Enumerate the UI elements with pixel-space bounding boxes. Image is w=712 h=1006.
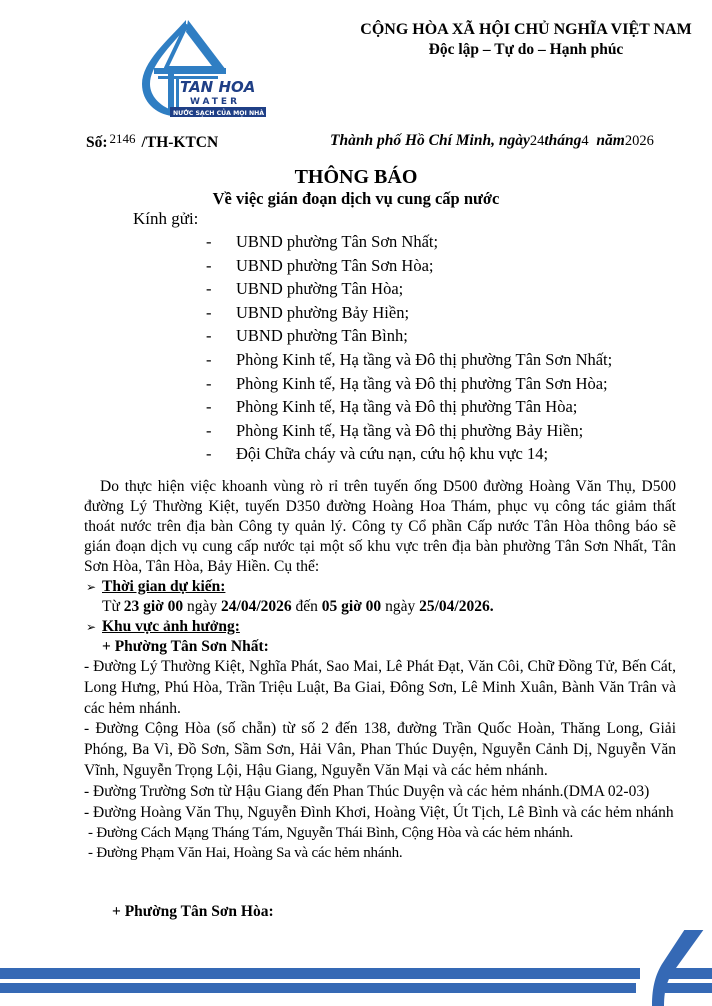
- doc-number-value: 2146: [109, 131, 136, 146]
- national-motto: Độc lập – Tự do – Hạnh phúc: [428, 41, 624, 58]
- recipient-text: Phòng Kinh tế, Hạ tầng và Đô thị phường Tân Hòa;: [236, 397, 578, 417]
- day-word: ngày: [187, 598, 218, 615]
- recipient-text: UBND phường Tân Sơn Nhất;: [236, 232, 439, 251]
- water-drop-logo-icon: [128, 18, 268, 118]
- company-logo: [128, 18, 268, 118]
- bullet-dash: -: [206, 255, 212, 275]
- bullet-dash: -: [206, 349, 212, 369]
- section-affected-heading: [86, 617, 240, 637]
- end-time: 05 giờ 00: [321, 598, 382, 615]
- bullet-dash: -: [206, 302, 212, 322]
- recipient-item: [206, 254, 612, 278]
- recipient-item: [206, 301, 612, 325]
- place-date: [330, 130, 654, 152]
- street-list: [84, 657, 676, 863]
- recipient-item: [206, 277, 612, 301]
- recipient-item: [206, 372, 612, 396]
- street-item: - Đường Cộng Hòa (số chẵn) từ số 2 đến 138, đường Trần Quốc Hoàn, Thăng Long, Giải Phóng, Ba Vì, Đồ Sơn, Sầm Sơn, Hải Vân, Phan Thúc Duyện, Nguyễn Cảnh Dị, Nguyễn Văn Vĩnh, Nguyễn Trọng Lội, Hậu Giang, Nguyễn Văn Mại và các hẻm nhánh.: [84, 720, 676, 779]
- place-label: Thành phố Hồ Chí Minh, ngày: [330, 132, 530, 149]
- intro-paragraph: Do thực hiện việc khoanh vùng rò rỉ trên tuyến ống D500 đường Hoàng Văn Thụ, D500 đường Lý Thường Kiệt, tuyến D350 đường Hoàng Hoa Thám, phục vụ công tác giảm thất thoát nước trên địa bàn Công ty quản lý. Công ty Cổ phần Cấp nước Tân Hòa thông báo sẽ gián đoạn dịch vụ cung cấp nước tại một số khu vực trên địa bàn phường Tân Sơn Nhất, Tân Sơn Hòa, Tân Hòa, Bảy Hiền. Cụ thể:: [84, 478, 676, 575]
- recipient-list: [206, 230, 612, 466]
- street-item: - Đường Lý Thường Kiệt, Nghĩa Phát, Sao Mai, Lê Phát Đạt, Văn Côi, Chữ Đồng Tử, Bến Cát, Long Hưng, Phú Hòa, Trần Triệu Luật, Ba Giai, Đông Sơn, Lê Minh Xuân, Bành Văn Trân và các hẻm nhánh.: [84, 658, 676, 717]
- street-item: - Đường Phạm Văn Hai, Hoàng Sa và các hẻm nhánh.: [88, 845, 403, 862]
- ward-heading: + Phường Tân Sơn Nhất:: [102, 638, 269, 655]
- recipient-item: [206, 419, 612, 443]
- bullet-dash: -: [206, 373, 212, 393]
- recipient-item: [206, 348, 612, 372]
- day-word: ngày: [385, 598, 416, 615]
- national-title: CỘNG HÒA XÃ HỘI CHỦ NGHĨA VIỆT NAM: [360, 21, 692, 38]
- affected-heading-text: Khu vực ảnh hưởng:: [102, 618, 240, 635]
- date-year: 2026: [624, 133, 654, 149]
- bullet-dash: -: [206, 279, 212, 299]
- recipient-item: [206, 395, 612, 419]
- recipient-text: UBND phường Tân Hòa;: [236, 279, 404, 299]
- from-word: Từ: [102, 598, 120, 615]
- footer-decoration: [0, 930, 712, 1006]
- document-subtitle: Về việc gián đoạn dịch vụ cung cấp nước: [212, 189, 500, 208]
- doc-number-suffix: /TH-KTCN: [141, 134, 219, 151]
- bullet-dash: -: [206, 420, 212, 440]
- ward-heading: + Phường Tân Sơn Hòa:: [112, 903, 274, 920]
- pipe-stripes-icon: [0, 930, 712, 1006]
- recipient-text: Phòng Kinh tế, Hạ tầng và Đô thị phường Tân Sơn Nhất;: [236, 349, 613, 369]
- recipient-text: Đội Chữa cháy và cứu nạn, cứu hộ khu vực 14;: [236, 444, 549, 464]
- salutation: Kính gửi:: [133, 209, 199, 228]
- end-date: 25/04/2026.: [419, 598, 494, 615]
- recipient-text: UBND phường Tân Bình;: [236, 326, 408, 346]
- street-item: - Đường Trường Sơn từ Hậu Giang đến Phan Thúc Duyện và các hẻm nhánh.(DMA 02-03): [84, 782, 650, 800]
- start-time: 23 giờ 00: [123, 598, 184, 615]
- schedule-heading-text: Thời gian dự kiến:: [102, 578, 226, 595]
- recipient-item: [206, 230, 612, 254]
- bullet-dash: -: [206, 232, 212, 251]
- date-day: 24: [529, 133, 545, 149]
- recipient-text: Phòng Kinh tế, Hạ tầng và Đô thị phường Tân Sơn Hòa;: [236, 373, 608, 393]
- logo-brand-line2: WATER: [190, 97, 241, 107]
- to-word: đến: [295, 598, 318, 615]
- month-label: tháng: [544, 132, 582, 149]
- year-label: năm: [596, 132, 625, 149]
- recipient-text: UBND phường Bảy Hiền;: [236, 302, 410, 322]
- document-number: [86, 128, 218, 154]
- logo-brand-line1: TAN HOA: [180, 78, 256, 96]
- recipient-item: [206, 324, 612, 348]
- logo-slogan: NƯỚC SẠCH CỦA MỌI NHÀ: [173, 110, 265, 117]
- recipient-text: Phòng Kinh tế, Hạ tầng và Đô thị phường Bảy Hiền;: [236, 420, 584, 440]
- start-date: 24/04/2026: [221, 598, 292, 615]
- document-title: THÔNG BÁO: [294, 166, 418, 188]
- bullet-dash: -: [206, 444, 212, 464]
- street-item: - Đường Hoàng Văn Thụ, Nguyễn Đình Khơi, Hoàng Việt, Út Tịch, Lê Bình và các hẻm nhánh: [84, 803, 674, 821]
- schedule-timeline: [102, 597, 494, 617]
- bullet-dash: -: [206, 326, 212, 346]
- arrow-bullet-icon: ➢: [86, 620, 97, 634]
- recipient-item: [206, 442, 612, 466]
- date-month: 4: [581, 133, 589, 149]
- arrow-bullet-icon: ➢: [86, 580, 97, 594]
- section-schedule-heading: [86, 577, 225, 597]
- doc-number-label: Số:: [86, 134, 108, 151]
- recipient-text: UBND phường Tân Sơn Hòa;: [236, 255, 434, 275]
- bullet-dash: -: [206, 397, 212, 417]
- street-item: - Đường Cách Mạng Tháng Tám, Nguyễn Thái Bình, Cộng Hòa và các hẻm nhánh.: [88, 825, 574, 842]
